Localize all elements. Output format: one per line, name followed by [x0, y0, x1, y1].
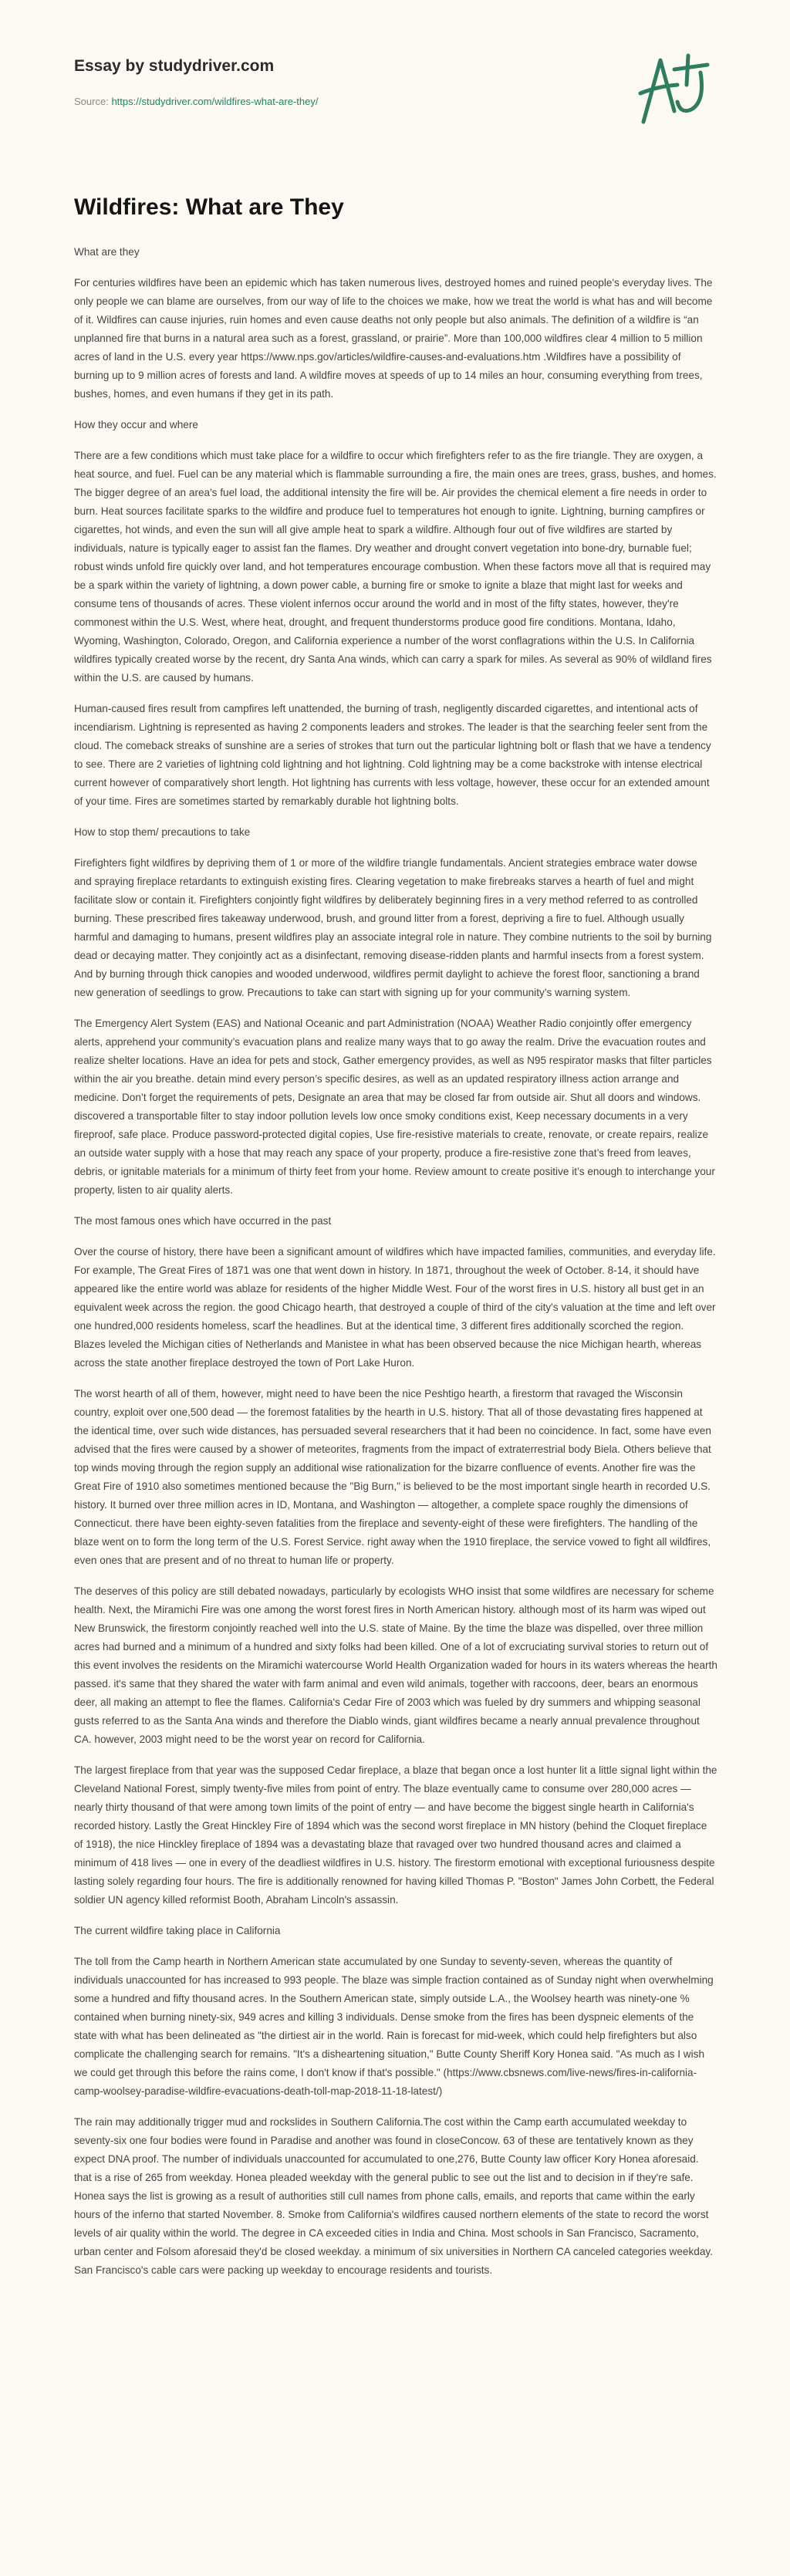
essay-title: Wildfires: What are They: [74, 194, 344, 220]
paragraph: Firefighters fight wildfires by depriving them of 1 or more of the wildfire triangle fundamentals. Ancient strategies embrace water dowse and spraying fireplace retardants to extinguish existing fires. Clearing vegetation to make firebreaks starves a hearth of fuel and might facilitate slow or contain it. Firefighters conjointly fight wildfires by deliberately beginning fires in a very method referred to as controlled burning. These prescribed fires takeaway underwood, brush, and ground litter from a forest, depriving a fire to fuel. Although usually harmful and damaging to humans, present wildfires play an associate integral role in nature. They combine nutrients to the soil by burning dead or decaying matter. They conjointly act as a disinfectant, removing disease-ridden plants and harmful insects from a forest system. And by burning through thick canopies and wooded underwood, wildfires permit daylight to achieve the forest floor, sanctioning a brand new generation of seedlings to grow. Precautions to take can start with signing up for your community’s warning system.: [74, 857, 712, 998]
section-heading: The current wildfire taking place in California: [74, 1925, 281, 1936]
source-line: [74, 96, 318, 107]
section-heading: The most famous ones which have occurred in the past: [74, 1215, 332, 1227]
paragraph: The largest fireplace from that year was the supposed Cedar fireplace, a blaze that began once a lost hunter lit a little signal light within the Cleveland National Forest, simply twenty-five miles from point of entry. The blaze eventually came to consume over 280,000 acres — nearly thirty thousand of that were among town limits of the point of entry — and have become the biggest single hearth in California's recorded history. Lastly the Great Hinckley Fire of 1894 which was the second worst fireplace in MN history (behind the Cloquet fireplace of 1918), the nice Hinckley fireplace of 1894 was a devastating blaze that ravaged over two hundred thousand acres and claimed a minimum of 418 lives — one in every of the deadliest wildfires in U.S. history. The firestorm emotional with exceptional furiousness despite lasting solely regarding four hours. The fire is additionally renowned for having killed Thomas P. "Boston" James John Corbett, the Federal soldier UN agency killed reformist Booth, Abraham Lincoln's assassin.: [74, 1764, 717, 1906]
paragraph: For centuries wildfires have been an epidemic which has taken numerous lives, destroyed homes and ruined people's everyday lives. The only people we can blame are ourselves, from our way of life to the choices we make, how we treat the world is what has and will become of it. Wildfires can cause injuries, ruin homes and even cause deaths not only people but also animals. The definition of a wildfire is “an unplanned fire that burns in a natural area such as a forest, grassland, or prairie”. More than 100,000 wildfires clear 4 million to 5 million acres of land in the U.S. every year https://www.nps.gov/articles/wildfire-causes-and-evaluations.htm .Wildfires have a possibility of burning up to 9 million acres of forests and land. A wildfire moves at speeds of up to 14 miles an hour, consuming everything from trees, bushes, homes, and even humans if they get in its path.: [74, 277, 713, 400]
paragraph: The Emergency Alert System (EAS) and National Oceanic and part Administration (NOAA) Weather Radio conjointly offer emergency alerts, apprehend your community’s evacuation plans and realize many ways that to go away the realm. Drive the evacuation routes and realize shelter locations. Have an idea for pets and stock, Gather emergency provides, as well as N95 respirator masks that filter particles within the air you breathe. detain mind every person’s specific desires, as well as an updated respiratory illness action arrange and medicine. Don’t forget the requirements of pets, Designate an area that may be closed far from outside air. Shut all doors and windows. discovered a transportable filter to stay indoor pollution levels low once smoky conditions exist, Keep necessary documents in a very fireproof, safe place. Produce password-protected digital copies, Use fire-resistive materials to create, renovate, or create repairs, realize an outside water supply with a hose that may reach any space of your property, produce a fire-resistive zone that’s freed from leaves, debris, or ignitable materials for a minimum of thirty feet from your home. Review amount to create positive it’s enough to interchange your property, listen to air quality alerts.: [74, 1018, 715, 1196]
site-brand-heading: Essay by studydriver.com: [74, 57, 275, 75]
paragraph: The worst hearth of all of them, however, might need to have been the nice Peshtigo hearth, a firestorm that ravaged the Wisconsin country, exploit over one,500 dead — the foremost fatalities by the hearth in U.S. history. That all of those devastating fires happened at the identical time, over such wide distances, has persuaded several researchers that it had been no coincidence. In fact, some have even advised that the fires were caused by a shower of meteorites, fragments from the impact of extraterrestrial body Biela. Others believe that top winds moving through the region supply an additional wise rationalization for the bizarre confluence of events. Another fire was the Great Fire of 1910 also sometimes mentioned because the "Big Burn," is believed to be the most important single hearth in recorded U.S. history. It burned over three million acres in ID, Montana, and Washington — altogether, a complete space roughly the dimensions of Connecticut. there have been eighty-seven fatalities from the fireplace and seventy-eight of these were firefighters. The handling of the blaze went on to form the long term of the U.S. Forest Service. right away when the 1910 fireplace, the service vowed to fight all wildfires, even ones that are present and of no threat to human life or property.: [74, 1388, 711, 1566]
a-plus-logo-icon: [634, 51, 719, 128]
source-label: Source:: [74, 96, 109, 107]
section-heading: How they occur and where: [74, 419, 198, 430]
paragraph: The deserves of this policy are still debated nowadays, particularly by ecologists WHO insist that some wildfires are necessary for scheme health. Next, the Miramichi Fire was one among the worst forest fires in North American history. although most of its harm was wiped out New Brunswick, the firestorm conjointly reached well into the U.S. state of Maine. By the time the blaze was dispelled, over three million acres had burned and a minimum of a hundred and sixty folks had been killed. One of a lot of excruciating survival stories to return out of this event involves the residents on the Miramichi watercourse World Health Organization waded for hours in its waters whereas the hearth passed. it's same that they shared the water with farm animal and even wild animals, together with raccoons, deer, bears an enormous deer, all making an attempt to flee the flames. California's Cedar Fire of 2003 which was fueled by dry summers and whipping seasonal gusts referred to as the Santa Ana winds and therefore the Diablo winds, giant wildfires became a nearly annual prevalence throughout CA. however, 2003 might need to be the worst year on record for California.: [74, 1585, 717, 1745]
section-heading: How to stop them/ precautions to take: [74, 826, 251, 838]
paragraph: The toll from the Camp hearth in Northern American state accumulated by one Sunday to seventy-seven, whereas the quantity of individuals unaccounted for has increased to 993 people. The blaze was simple fraction contained as of Sunday night when overwhelming some a hundred and fifty thousand acres. In the Southern American state, simply outside L.A., the Woolsey hearth was ninety-one % contained when burning ninety-six, 949 acres and killing 3 individuals. Dense smoke from the fires has been dyspneic elements of the state with what has been delineated as "the dirtiest air in the world. Rain is forecast for mid-week, which could help firefighters but also complicate the challenging search for remains. "It's a disheartening situation," Butte County Sheriff Kory Honea said. "As much as I wish we could get through this before the rains come, I don't know if that's possible." (https://www.cbsnews.com/live-news/fires-in-california-camp-woolsey-paradise-wildfire-evacuations-death-toll-map-2018-11-18-latest/): [74, 1956, 714, 2097]
section-heading: What are they: [74, 246, 140, 258]
essay-body: [74, 243, 717, 2292]
paragraph: The rain may additionally trigger mud and rockslides in Southern California.The cost within the Camp earth accumulated weekday to seventy-six one four bodies were found in Paradise and another was found in closeConcow. 63 of these are tentatively known as they expect DNA proof. The number of individuals unaccounted for accumulated to one,276, Butte County law officer Kory Honea aforesaid. that is a rise of 265 from weekday. Honea pleaded weekday with the general public to see out the list and to decision in if they're safe. Honea says the list is growing as a result of authorities still cull names from phone calls, emails, and reports that came within the early hours of the inferno that started November. 8. Smoke from California's wildfires caused northern elements of the state to record the worst levels of air quality within the world. The degree in CA exceeded cities in India and China. Most schools in San Francisco, Sacramento, urban center and Folsom aforesaid they'd be closed weekday. a minimum of six universities in Northern CA canceled categories weekday. San Francisco's cable cars were packing up weekday to encourage residents and tourists.: [74, 2116, 713, 2276]
source-link[interactable]: https://studydriver.com/wildfires-what-are-they/: [111, 96, 319, 107]
paragraph: Human-caused fires result from campfires left unattended, the burning of trash, negligently discarded cigarettes, and intentional acts of incendiarism. Lightning is represented as having 2 components leaders and strokes. The leader is that the searching feeler sent from the cloud. The comeback streaks of sunshine are a series of strokes that turn out the particular lightning bolt or flash that we have a tendency to see. There are 2 varieties of lightning cold lightning and hot lightning. Cold lightning may be a come backstroke with intense electrical current however of comparatively short length. Hot lightning has currents with less voltage, however, these occur for an extended amount of your time. Fires are sometimes started by remarkably durable hot lightning bolts.: [74, 703, 711, 807]
paragraph: There are a few conditions which must take place for a wildfire to occur which firefighters refer to as the fire triangle. They are oxygen, a heat source, and fuel. Fuel can be any material which is flammable surrounding a fire, the main ones are trees, grass, bushes, and homes. The bigger degree of an area's fuel load, the additional intensity the fire will be. Air provides the chemical element a fire needs in order to burn. Heat sources facilitate sparks to the wildfire and produce fuel to temperatures hot enough to ignite. Lightning, burning campfires or cigarettes, hot winds, and even the sun will all give ample heat to spark a wildfire. Although four out of five wildfires are started by individuals, nature is typically eager to assist fan the flames. Dry weather and drought convert vegetation into bone-dry, burnable fuel; robust winds unfold fire quickly over land, and hot temperatures encourage combustion. When these factors move all that is required may be a spark within the variety of lightning, a down power cable, a burning fire or smoke to ignite a blaze that might last for weeks and consume tens of thousands of acres. These violent infernos occur around the world and in most of the fifty states, however, they're commonest within the U.S. West, where heat, drought, and frequent thunderstorms produce good fire conditions. Montana, Idaho, Wyoming, Washington, Colorado, Oregon, and California experience a number of the worst conflagrations within the U.S. In California wildfires typically created worse by the recent, dry Santa Ana winds, which can carry a spark for miles. As several as 90% of wildland fires within the U.S. are caused by humans.: [74, 450, 717, 684]
paragraph: Over the course of history, there have been a significant amount of wildfires which have impacted families, communities, and everyday life. For example, The Great Fires of 1871 was one that went down in history. In 1871, throughout the week of October. 8-14, it should have appeared like the entire world was ablaze for residents of the higher Middle West. Four of the worst fires in U.S. history all bust get in an equivalent week across the region. the good Chicago hearth, that destroyed a couple of third of the city's valuation at the time and left over one hundred,000 residents homeless, scarf the headlines. But at the identical time, 3 different fires additionally scorched the region. Blazes leveled the Michigan cities of Netherlands and Manistee in what has been observed because the nice Michigan hearth, whereas across the state another fireplace destroyed the town of Port Lake Huron.: [74, 1246, 716, 1369]
